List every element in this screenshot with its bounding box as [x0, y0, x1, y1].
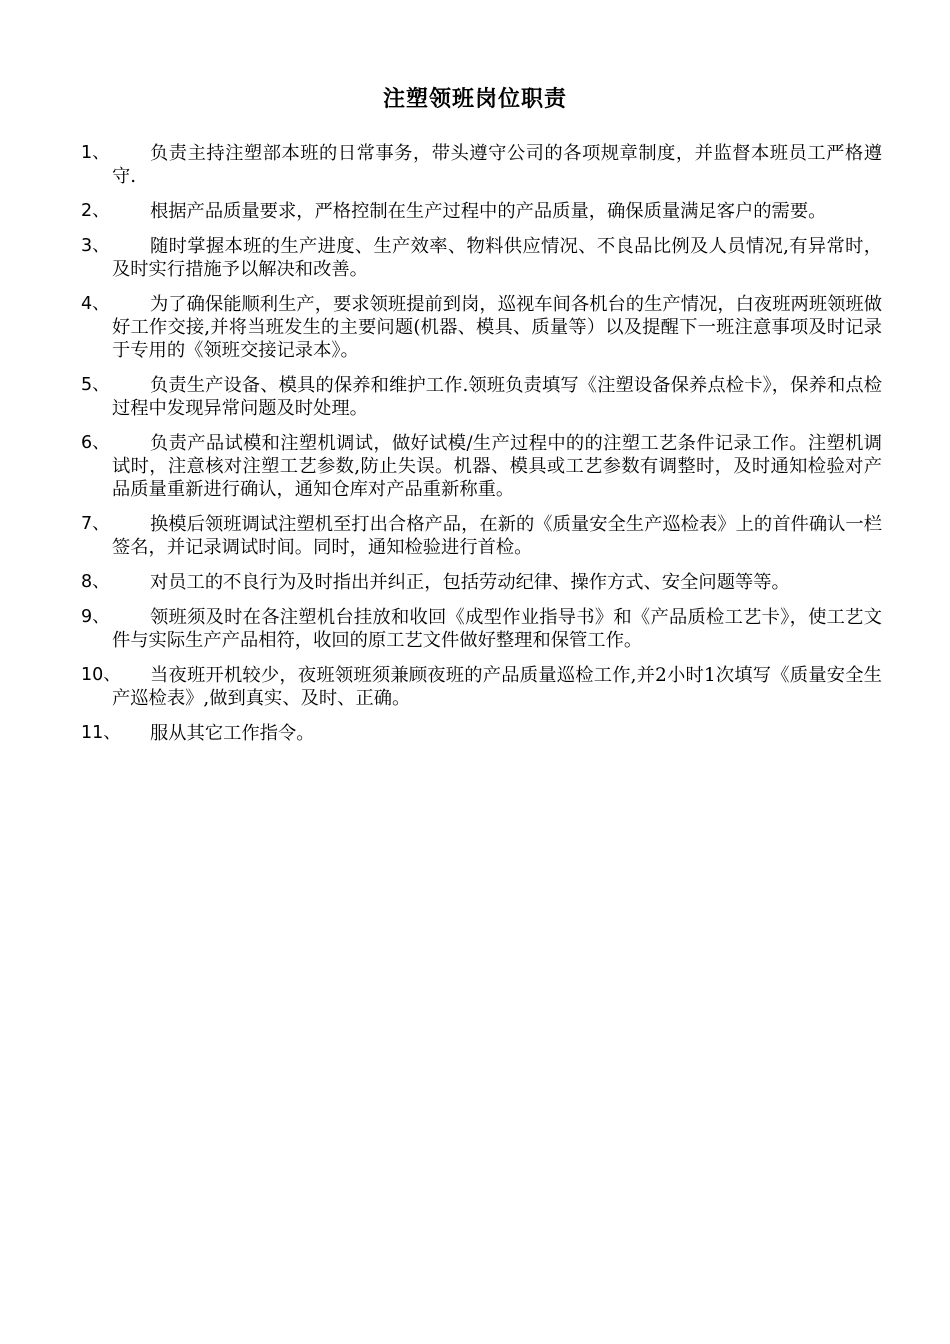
duty-text: 负责主持注塑部本班的日常事务，带头遵守公司的各项规章制度，并监督本班员工严格遵守. — [112, 143, 882, 187]
document-title: 注塑领班岗位职责 — [382, 87, 567, 112]
duty-number: 9、 — [81, 607, 110, 627]
duty-text: 当夜班开机较少，夜班领班须兼顾夜班的产品质量巡检工作,并2小时1次填写《质量安全生产巡检表》,做到真实、及时、正确。 — [112, 665, 882, 709]
duty-number: 8、 — [81, 572, 110, 592]
duty-item — [0, 142, 950, 188]
duty-number: 10、 — [81, 665, 121, 685]
duty-item — [0, 606, 950, 652]
duty-list — [0, 142, 950, 757]
duty-number: 11、 — [81, 723, 121, 743]
duty-item — [0, 374, 950, 420]
duty-text: 服从其它工作指令。 — [150, 723, 315, 744]
duty-item — [0, 722, 950, 745]
duty-text: 领班须及时在各注塑机台挂放和收回《成型作业指导书》和《产品质检工艺卡》，使工艺文件与实际生产产品相符，收回的原工艺文件做好整理和保管工作。 — [112, 607, 882, 651]
duty-number: 5、 — [81, 375, 110, 395]
duty-number: 6、 — [81, 433, 110, 453]
duty-item — [0, 235, 950, 281]
duty-item — [0, 200, 950, 223]
duty-item — [0, 571, 950, 594]
duty-number: 3、 — [81, 236, 110, 256]
duty-number: 2、 — [81, 201, 110, 221]
duty-text: 随时掌握本班的生产进度、生产效率、物料供应情况、不良品比例及人员情况,有异常时，及时实行措施予以解决和改善。 — [112, 236, 882, 280]
duty-number: 7、 — [81, 514, 110, 534]
duty-item — [0, 664, 950, 710]
duty-item — [0, 293, 950, 362]
duty-item — [0, 432, 950, 501]
duty-text: 对员工的不良行为及时指出并纠正，包括劳动纪律、操作方式、安全问题等等。 — [150, 572, 790, 593]
duty-text: 根据产品质量要求，严格控制在生产过程中的产品质量，确保质量满足客户的需要。 — [150, 201, 827, 222]
duty-number: 4、 — [81, 294, 110, 314]
duty-item — [0, 513, 950, 559]
duty-text: 负责产品试模和注塑机调试，做好试模/生产过程中的的注塑工艺条件记录工作。注塑机调试时，注意核对注塑工艺参数,防止失误。机器、模具或工艺参数有调整时，及时通知检验对产品质量重新进行确认，通知仓库对产品重新称重。 — [112, 433, 882, 500]
duty-text: 为了确保能顺利生产，要求领班提前到岗，巡视车间各机台的生产情况，白夜班两班领班做好工作交接,并将当班发生的主要问题(机器、模具、质量等）以及提醒下一班注意事项及时记录于专用的《领班交接记录本》。 — [112, 294, 882, 361]
duty-text: 换模后领班调试注塑机至打出合格产品，在新的《质量安全生产巡检表》上的首件确认一栏签名，并记录调试时间。同时，通知检验进行首检。 — [112, 514, 882, 558]
duty-number: 1、 — [81, 143, 110, 163]
duty-text: 负责生产设备、模具的保养和维护工作.领班负责填写《注塑设备保养点检卡》，保养和点检过程中发现异常问题及时处理。 — [112, 375, 882, 419]
